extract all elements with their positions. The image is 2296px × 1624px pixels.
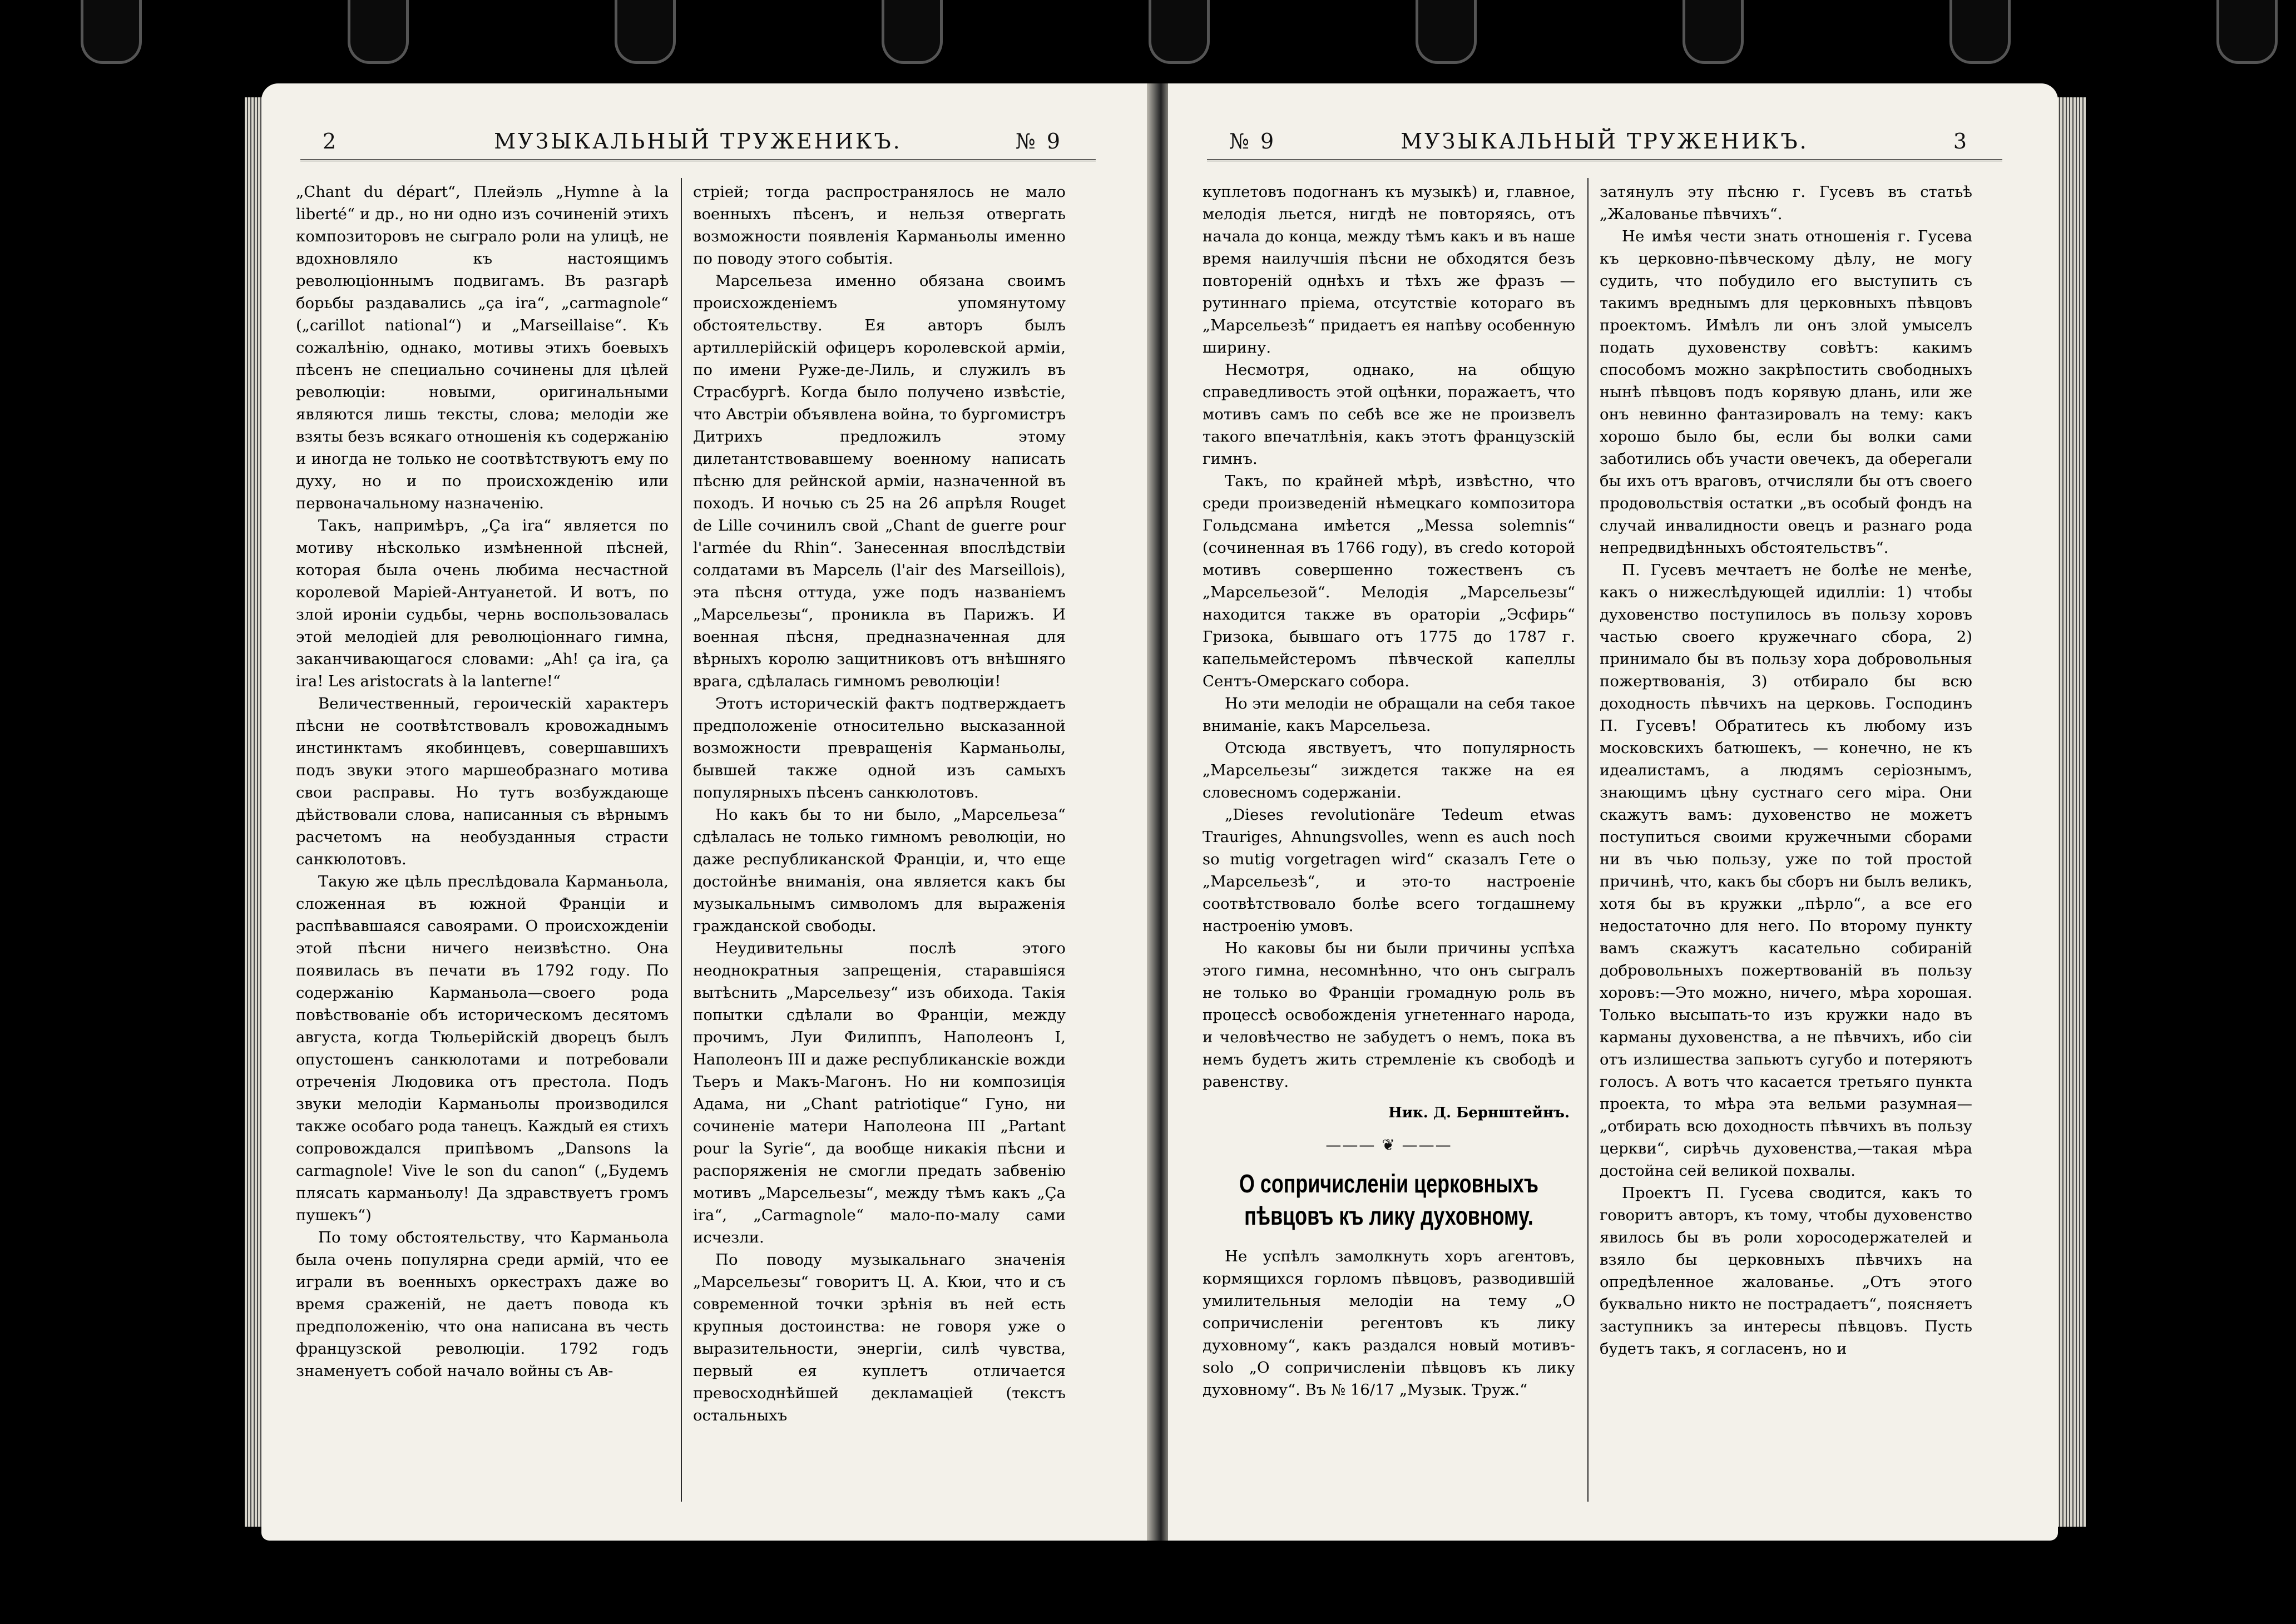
left-page: [261, 83, 1151, 1541]
page-number: 3: [1953, 129, 1969, 154]
issue-number: № 9: [1015, 129, 1062, 154]
film-sprocket-hole: [348, 0, 409, 64]
paragraph: Отсюда явствуетъ, что популярность „Марсельезы“ зиждется также на ея словесномъ содержаніи.: [1203, 739, 1575, 801]
paragraph: Но эти мелодіи не обращали на себя такое вниманіе, какъ Марсельеза.: [1203, 695, 1575, 735]
paragraph: П. Гусевъ мечтаетъ не болѣе не менѣе, какъ о нижеслѣдующей идилліи: 1) чтобы духовенство поступилось въ пользу хоровъ частью своего кружечнаго сбора, 2) принимало бы въ пользу хора добровольныя пожертвованія, 3) отбирало бы всю доходность пѣвчихъ на церковь. Господинъ П. Гусевъ! Обратитесь къ любому изъ московскихъ батюшекъ, — конечно, не къ идеалистамъ, а людямъ серіознымъ, знающимъ цѣну сустнаго сего міра. Они скажутъ вамъ: духовенство не можетъ поступиться своими кружечными сборами ни въ чью пользу, уже по той простой причинѣ, что, какъ бы сборъ ни былъ великъ, хотя бы въ кружки „пѣрло“, а все его недостаточно для него. По второму пункту вамъ скажутъ касательно собираній добровольныхъ пожертвованій въ пользу хоровъ:—Это можно, ничего, мѣра хорошая. Только высыпать-то изъ кружки надо въ карманы духовенства, а не пѣвчихъ, ибо сіи отъ излишества запьютъ сугубо и потеряютъ голосъ. А вотъ что касается третьяго пункта проекта, то мѣра эта вельми разумная—„отбирать всю доходность пѣвчихъ въ пользу церкви“, сирѣчь духовенства,—такая мѣра достойна сей великой похвалы.: [1600, 561, 1972, 1180]
film-sprocket-hole: [1149, 0, 1210, 64]
film-sprocket-hole: [2216, 0, 2278, 64]
paragraph: Несмотря, однако, на общую справедливость этой оцѣнки, поражаетъ, что мотивъ самъ по себѣ все же не произвелъ такого впечатлѣнія, какъ этотъ французскій гимнъ.: [1203, 361, 1575, 468]
right-page-column-2: [1600, 181, 1972, 1507]
paragraph: Такъ, по крайней мѣрѣ, извѣстно, что среди произведеній нѣмецкаго композитора Гольдсмана имѣется „Messa solemnis“ (сочиненная въ 1766 году), въ credo которой мотивъ совершенно тожественъ съ „Марсельезой“. Мелодія „Марсельезы“ находится также въ ораторіи „Эсфирь“ Гризока, бывшаго отъ 1775 до 1787 г. капельмейстеромъ пѣвческой капеллы Сентъ-Омерскаго собора.: [1203, 472, 1575, 690]
right-page: [1168, 83, 2058, 1541]
paragraph: куплетовъ подогнанъ къ музыкѣ) и, главное, мелодія льется, нигдѣ не повторяясь, отъ начала до конца, между тѣмъ какъ и въ наше время наилучшія пѣсни не обходятся безъ повтореній однѣхъ и тѣхъ же фразъ — рутиннаго пріема, отсутствіе котораго въ „Марсельезѣ“ придаетъ ея напѣву особенную ширину.: [1203, 183, 1575, 357]
paragraph: Такъ, напримѣръ, „Ça ira“ является по мотиву нѣсколько измѣненной пѣсней, которая была очень любима несчастной королевой Маріей-Антуанетой. И вотъ, по злой ироніи судьбы, чернь воспользовалась этой мелодіей для революціоннаго гимна, заканчивающагося словами: „Ah! ça ira, ça ira! Les aristocrats à la lanterne!“: [296, 517, 669, 690]
paragraph: Величественный, героическій характеръ пѣсни не соотвѣтствовалъ кровожаднымъ инстинктамъ якобинцевъ, совершавшихъ подъ звуки этого маршеобразнаго мотива свои расправы. Но тутъ возбуждающе дѣйствовали слова, написанныя съ вѣрнымъ расчетомъ на необузданныя страсти санкюлотовъ.: [296, 695, 669, 868]
section-ornament: ——— ❦ ———: [1325, 1136, 1452, 1154]
paragraph: Неудивительны послѣ этого неоднократныя запрещенія, старавшіяся вытѣснить „Марсельезу“ изъ обихода. Такія попытки сдѣлали во Франціи, между прочимъ, Луи Филиппъ, Наполеонъ I, Наполеонъ III и даже республиканскіе вожди Тьеръ и Макъ-Магонъ. Но ни композиція Адама, ни „Chant patriotique“ Гуно, ни сочиненіе матери Наполеона III „Partant pour la Syrie“, да вообще никакія пѣсни и распоряженія не смогли предать забвенію мотивъ „Марсельезы“, между тѣмъ какъ „Ça ira“, „Carmagnole“ мало-по-малу сами исчезли.: [693, 939, 1066, 1246]
paragraph: Марсельеза именно обязана своимъ происхожденіемъ упомянутому обстоятельству. Ея авторъ былъ артиллерійскій офицеръ королевской арміи, по имени Руже-де-Лиль, и служилъ въ Страсбургѣ. Когда было получено извѣстіе, что Австріи объявлена война, то бургомистръ Дитрихъ предложилъ этому дилетантствовавшему военному написать пѣсню для рейнской арміи, назначенной въ походъ. И ночью съ 25 на 26 апрѣля Rouget de Lille сочинилъ свой „Chant de guerre pour l'armée du Rhin“. Занесенная впослѣдствіи солдатами въ Марсель (l'air des Marseillois), эта пѣсня оттуда, уже подъ названіемъ „Марсельезы“, проникла въ Парижъ. И военная пѣсня, предназначенная для вѣрныхъ королю защитниковъ отъ внѣшняго врага, сдѣлалась гимномъ революціи!: [693, 272, 1066, 690]
right-page-header: [1207, 123, 2002, 161]
column-divider: [681, 178, 682, 1502]
masthead-title: МУЗЫКАЛЬНЫЙ ТРУЖЕНИКЪ.: [494, 129, 902, 154]
column-divider: [1587, 178, 1589, 1502]
paragraph: Этотъ историческій фактъ подтверждаетъ предположеніе относительно высказанной возможности превращенія Карманьолы, бывшей также одной изъ самыхъ популярныхъ пѣсенъ санкюлотовъ.: [693, 695, 1066, 801]
film-sprocket-hole: [1949, 0, 2011, 64]
right-page-column-1: [1203, 181, 1575, 1507]
paragraph: По тому обстоятельству, что Карманьола была очень популярна среди армій, что ее играли въ военныхъ оркестрахъ даже во время сраженій, не даетъ повода къ предположенію, что она написана въ честь французской революціи. 1792 годъ знаменуетъ собой начало войны съ Ав-: [296, 1229, 669, 1380]
film-sprocket-hole: [1683, 0, 1744, 64]
article-headline: О сопричисленіи церковныхъ пѣвцовъ къ лику духовному.: [1239, 1169, 1538, 1230]
paragraph: Но каковы бы ни были причины успѣха этого гимна, несомнѣнно, что онъ сыгралъ не только во Франціи громадную роль въ процессѣ освобожденія угнетеннаго народа, и человѣчество не забудетъ о немъ, пока въ немъ будетъ жить стремленіе къ свободѣ и равенству.: [1203, 939, 1575, 1091]
film-sprocket-hole: [1416, 0, 1477, 64]
left-page-column-2: [693, 181, 1066, 1507]
left-page-header: [300, 123, 1096, 161]
issue-number: № 9: [1229, 129, 1276, 154]
author-signature: Ник. Д. Бернштейнъ.: [1388, 1105, 1570, 1121]
paragraph: Не успѣлъ замолкнуть хоръ агентовъ, кормящихся горломъ пѣвцовъ, разводившій умилительныя мелодіи на тему „О сопричисленіи регентовъ къ лику духовному“, какъ раздался новый мотивъ-solo „О сопричисленіи пѣвцовъ къ лику духовному“. Въ № 16/17 „Музык. Труж.“: [1203, 1247, 1575, 1399]
paragraph: Такую же цѣль преслѣдовала Карманьола, сложенная въ южной Франціи и распѣвавшаяся савоярами. О происхожденіи этой пѣсни ничего неизвѣстно. Она появилась въ печати въ 1792 году. По содержанію Карманьола—своего рода повѣствованіе объ историческомъ десятомъ августа, когда Тюльерійскій дворецъ былъ опустошенъ санкюлотами и потребовали отреченія Людовика отъ престола. Подъ звуки мелодіи Карманьолы производился также особаго рода танецъ. Каждый ея стихъ сопровождался припѣвомъ „Dansons la carmagnole! Vive le son du canon“ („Будемъ плясать карманьолу! Да здравствуетъ громъ пушекъ“): [296, 873, 669, 1224]
paragraph: затянулъ эту пѣсню г. Гусевъ въ статьѣ „Жалованье пѣвчихъ“.: [1600, 183, 1972, 223]
paragraph: „Chant du départ“, Плейэль „Hymne à la liberté“ и др., но ни одно изъ сочиненій этихъ композиторовъ не сыграло роли на улицѣ, не вдохновляло къ настоящимъ революціоннымъ подвигамъ. Въ разгарѣ борьбы раздавались „ça ira“, „carmagnole“ („carillot national“) и „Marseillaise“. Къ сожалѣнію, однако, мотивы этихъ боевыхъ пѣсенъ не специально сочинены для цѣлей революціи: новыми, оригинальными являются лишь тексты, слова; мелодіи же взяты безъ всякаго отношенія къ содержанію и иногда не только не соотвѣтствуютъ ему по духу, но и по происхожденію или первоначальному назначенію.: [296, 183, 669, 512]
film-sprocket-hole: [615, 0, 676, 64]
film-sprocket-hole: [882, 0, 943, 64]
paragraph: Не имѣя чести знать отношенія г. Гусева къ церковно-пѣвческому дѣлу, не могу судить, что побудило его выступить съ такимъ вреднымъ для церковныхъ пѣвцовъ проектомъ. Имѣлъ ли онъ злой умыселъ подать духовенству совѣтъ: какимъ способомъ можно закрѣпостить свободныхъ нынѣ пѣвцовъ подъ корявую длань, или же онъ невинно фантазировалъ на тему: какъ хорошо было бы, если бы волки сами заботились объ участи овечекъ, да оберегали бы ихъ отъ враговъ, отчисляли бы отъ своего продовольствія остатки „въ особый фондъ на случай инвалидности овецъ и разнаго рода непредвидѣнныхъ обстоятельствъ“.: [1600, 227, 1972, 557]
film-sprocket-hole: [81, 0, 142, 64]
paragraph: Проектъ П. Гусева сводится, какъ то говоритъ авторъ, къ тому, чтобы духовенство явилось бы въ роли хоросодержателей и взяло бы церковныхъ пѣвчихъ на опредѣленное жалованье. „Отъ этого буквально никто не пострадаетъ“, поясняетъ заступникъ за интересы пѣвцовъ. Пусть будетъ такъ, я согласенъ, но и: [1600, 1184, 1972, 1358]
paragraph: стріей; тогда распространялось не мало военныхъ пѣсенъ, и нельзя отвергать возможности появленія Карманьолы именно по поводу этого событія.: [693, 183, 1066, 268]
paragraph: Но какъ бы то ни было, „Марсельеза“ сдѣлалась не только гимномъ революціи, но даже республиканской Франціи, и, что еще достойнѣе вниманія, она является какъ бы музыкальнымъ символомъ для выраженія гражданской свободы.: [693, 806, 1066, 935]
masthead-title: МУЗЫКАЛЬНЫЙ ТРУЖЕНИКЪ.: [1401, 129, 1809, 154]
paragraph: „Dieses revolutionäre Tedeum etwas Trauriges, Ahnungsvolles, wenn es auch noch so mutig vorgetragen wird“ сказалъ Гете о „Марсельезѣ“, и это-то настроеніе соотвѣтствовало болѣе всего тогдашнему настроенію умовъ.: [1203, 806, 1575, 935]
paragraph: По поводу музыкальнаго значенія „Марсельезы“ говоритъ Ц. А. Кюи, что и съ современной точки зрѣнія въ ней есть крупныя достоинства: не говоря уже о выразительности, энергіи, силѣ чувства, первый ея куплетъ отличается превосходнѣйшей декламаціей (текстъ остальныхъ: [693, 1251, 1066, 1424]
left-page-column-1: [296, 181, 669, 1507]
page-number: 2: [323, 129, 339, 154]
